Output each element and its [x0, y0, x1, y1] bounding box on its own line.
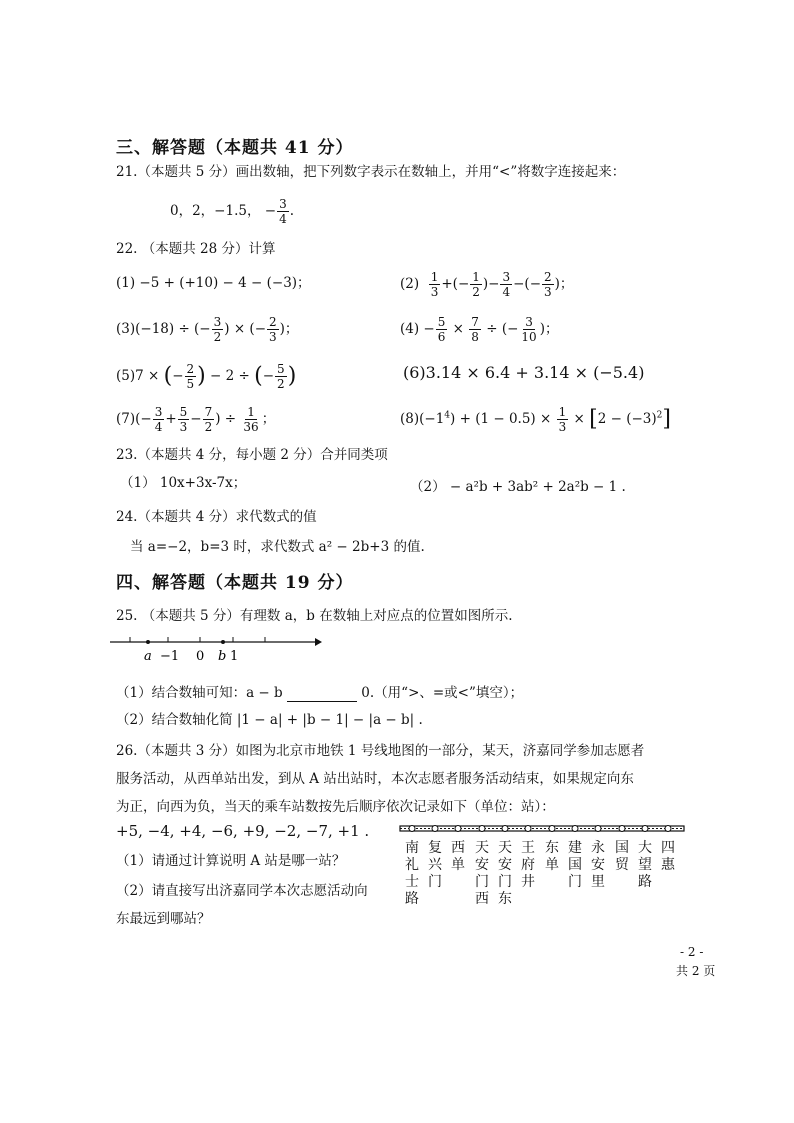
- station-dot: [549, 826, 555, 832]
- station-guomao: 国贸: [615, 840, 629, 873]
- station-dot: [619, 826, 625, 832]
- q26-p1: （1）请通过计算说明 A 站是哪一站？: [116, 853, 346, 869]
- section-3-title: 三、解答题（本题共 41 分）: [116, 138, 354, 158]
- q25-p1-pre: （1）结合数轴可知：a − b: [116, 685, 283, 701]
- q21-tail: .: [289, 203, 295, 219]
- label-0: 0: [196, 649, 205, 664]
- q21-number-list: 0，2，−1.5，: [170, 203, 261, 219]
- q25-p1-post: 0.（用“>、=或<”填空）；: [361, 685, 524, 701]
- station-jianguomen: 建国门: [568, 840, 582, 890]
- q22-title: 22. （本题共 28 分）计算: [116, 241, 276, 257]
- station-dot: [455, 826, 461, 832]
- q21-numbers: [170, 197, 294, 226]
- q22-p8: $(8)(-1^4) + (1 - 0.5)$ × $\frac{1}{3}$ × $[2 - (-3)^2]$: [400, 405, 671, 434]
- station-wangfujing: 王府井: [521, 840, 535, 890]
- q25-p2: （2）结合数轴化简 |1 − a| + |b − 1| − |a − b| .: [116, 712, 423, 728]
- label-minus-1: −1: [160, 649, 180, 664]
- q25-title: 25. （本题共 5 分）有理数 a，b 在数轴上对应点的位置如图所示.: [116, 608, 513, 624]
- q21-frac-den: 4: [279, 212, 287, 226]
- station-yonganli: 永安里: [591, 840, 605, 890]
- subway-line-map: [398, 822, 688, 836]
- q21-frac-num: 3: [279, 197, 287, 211]
- q22-p6: (6)3.14 × 6.4 + 3.14 × (−5.4): [403, 363, 645, 382]
- point-a: [146, 640, 150, 644]
- station-dot: [642, 826, 648, 832]
- station-dongdan: 东单: [545, 840, 559, 873]
- label-a: a: [144, 649, 152, 664]
- station-dot: [572, 826, 578, 832]
- section-4-title: 四、解答题（本题共 19 分）: [116, 573, 354, 593]
- q24-title: 24.（本题共 4 分）求代数式的值: [116, 509, 317, 525]
- total-pages: 共 2 页: [676, 964, 716, 978]
- station-xidan: 西单: [451, 840, 465, 873]
- q23-p2: （2） − a²b + 3ab² + 2a²b − 1 .: [410, 479, 626, 495]
- station-fuxingmen: 复兴门: [428, 840, 442, 890]
- station-dot: [525, 826, 531, 832]
- station-dot: [409, 826, 415, 832]
- point-b: [221, 640, 225, 644]
- station-tiananmen-west: 天安门西: [475, 840, 489, 907]
- q22-p7: (7)(− $\frac{3}{4}$ + $\frac{5}{3}$ − $\frac{7}{2}$ ) ÷ $\frac{1}{36}$ ；: [116, 405, 276, 434]
- q23-title: 23.（本题共 4 分，每小题 2 分）合并同类项: [116, 447, 388, 463]
- q22-p5: (5)7 × (− $\frac{2}{5}$ ) − 2 ÷ (− $\frac{5}{2}$ ): [116, 362, 297, 391]
- q21-neg: −: [264, 203, 277, 219]
- label-1: 1: [230, 649, 239, 664]
- q23-p1: （1） 10x+3x-7x；: [120, 475, 247, 491]
- q26-line1: 26.（本题共 3 分）如图为北京市地铁 1 号线地图的一部分，某天，济嘉同学参加志愿者: [116, 743, 645, 759]
- q24-body: 当 a=−2，b=3 时，求代数式 a² − 2b+3 的值.: [130, 539, 425, 555]
- q25-p1: [116, 684, 523, 702]
- q22-p2: (2) $\frac{1}{3}$ +(− $\frac{1}{2}$ )− $\frac{3}{4}$ −(− $\frac{2}{3}$ )；: [400, 270, 574, 299]
- q21-fraction: [277, 197, 289, 226]
- q26-line3: 为正，向西为负，当天的乘车站数按先后顺序依次记录如下（单位：站）：: [116, 799, 555, 815]
- station-nanlishilu: 南礼士路: [405, 840, 419, 907]
- station-dot: [502, 826, 508, 832]
- q26-record: +5, −4, +4, −6, +9, −2, −7, +1 .: [116, 822, 370, 840]
- q26-p2b: 东最远到哪站？: [116, 911, 211, 927]
- page-number: - 2 -: [680, 945, 704, 959]
- axis-arrow: [315, 638, 322, 646]
- q25-answer-blank[interactable]: [287, 687, 357, 702]
- q22-p3: (3)(−18) ÷ (− $\frac{3}{2}$ ) × (− $\frac{2}{3}$ )；: [116, 315, 299, 344]
- q26-line2: 服务活动，从西单站出发，到从 A 站出站时，本次志愿者服务活动结束，如果规定向东: [116, 771, 634, 787]
- station-tiananmen-east: 天安门东: [498, 840, 512, 907]
- q26-p2a: （2）请直接写出济嘉同学本次志愿活动向: [116, 883, 368, 899]
- station-dot: [432, 826, 438, 832]
- q21-text: 21.（本题共 5 分）画出数轴，把下列数字表示在数轴上，并用“<”将数字连接起来：: [116, 164, 626, 180]
- label-b: b: [218, 649, 227, 664]
- station-dawanglu: 大望路: [638, 840, 652, 890]
- station-dot: [479, 826, 485, 832]
- q22-p1: (1) −5 + (+10) − 4 − (−3)；: [116, 275, 311, 291]
- station-sihui: 四惠: [661, 840, 675, 873]
- q25-number-line: [110, 632, 325, 666]
- q22-p4: (4) − $\frac{5}{6}$ × $\frac{7}{8}$ ÷ (− $\frac{3}{10}$ )；: [400, 315, 559, 344]
- station-dot: [665, 826, 671, 832]
- station-dot: [595, 826, 601, 832]
